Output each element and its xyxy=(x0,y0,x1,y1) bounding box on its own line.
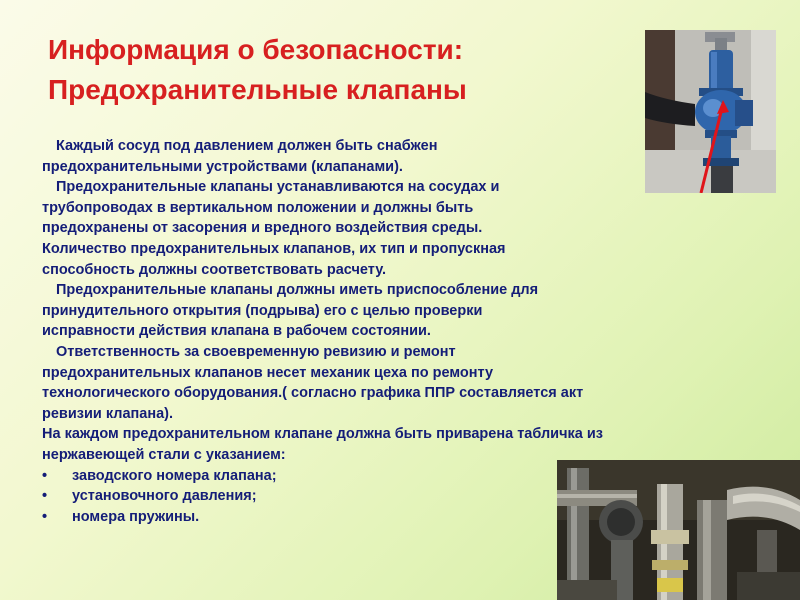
pipeline-valves-photo xyxy=(557,460,800,600)
text-line: способность должны соответствовать расчету. xyxy=(42,261,387,278)
text-line: Ответственность за своевременную ревизию и ремонт xyxy=(56,343,456,360)
bullet-text: установочного давления; xyxy=(72,488,257,505)
bullet-icon: • xyxy=(42,488,48,505)
text-line: Каждый сосуд под давлением должен быть снабжен xyxy=(56,138,438,154)
text-line: предохранены от засорения и вредного воздействия среды. xyxy=(42,220,483,237)
text-line: предохранительных клапанов несет механик цеха по ремонту xyxy=(42,364,494,381)
bullet-icon: • xyxy=(42,467,48,484)
text-line: предохранительными устройствами (клапанами). xyxy=(42,158,403,175)
title-line-1: Информация о безопасности: xyxy=(48,34,464,65)
bullet-text: заводского номера клапана; xyxy=(72,467,277,484)
text-line: На каждом предохранительном клапане должна быть приварена табличка из xyxy=(42,426,603,443)
text-line: трубопроводах в вертикальном положении и должны быть xyxy=(42,199,474,216)
text-line: нержавеющей стали с указанием: xyxy=(42,446,286,463)
text-line: исправности действия клапана в рабочем состоянии. xyxy=(42,323,431,340)
safety-valve-photo xyxy=(645,30,776,193)
text-line: Предохранительные клапаны устанавливаются на сосудах и xyxy=(56,179,500,196)
bullet-text: номера пружины. xyxy=(72,508,200,525)
text-line: Количество предохранительных клапанов, их тип и пропускная xyxy=(42,240,506,257)
text-line: ревизии клапана). xyxy=(42,405,174,422)
title-line-2: Предохранительные клапаны xyxy=(48,74,467,105)
slide-title xyxy=(48,30,628,110)
bullet-icon: • xyxy=(42,508,48,525)
text-line: Предохранительные клапаны должны иметь приспособление для xyxy=(56,282,539,299)
text-line: технологического оборудования.( согласно графика ППР составляется акт xyxy=(42,385,584,402)
text-line: принудительного открытия (подрыва) его с целью проверки xyxy=(42,302,483,319)
